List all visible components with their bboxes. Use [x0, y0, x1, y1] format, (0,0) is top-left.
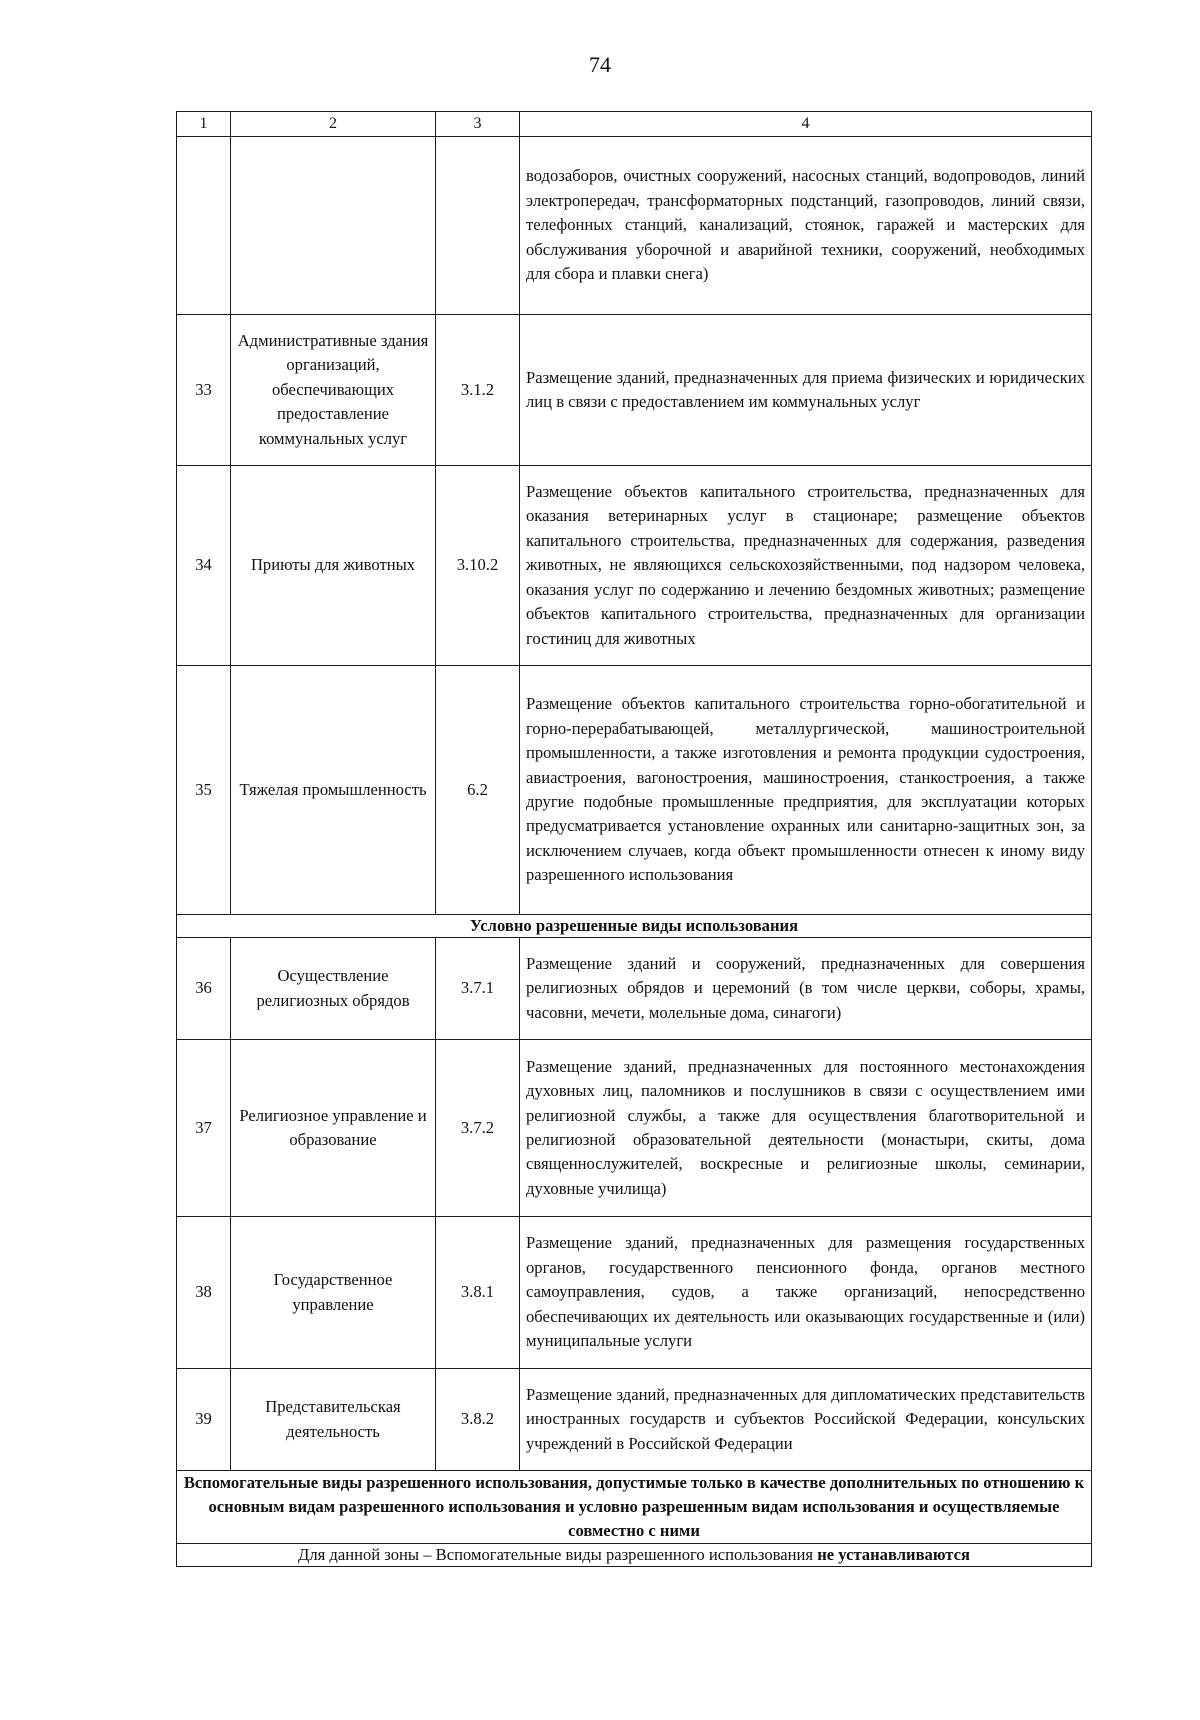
row-number-cell: 38 [177, 1217, 231, 1369]
page-number: 74 [589, 52, 611, 77]
use-name-cell: Административные здания организаций, обеспечивающих предоставление коммунальных услуг [231, 315, 436, 466]
use-name-cell: Представительская деятельность [231, 1369, 436, 1471]
row-number-cell: 36 [177, 938, 231, 1040]
table-header-row [177, 112, 1092, 137]
auxiliary-note-emphasis: не устанавливаются [817, 1545, 970, 1564]
section-title-conditional: Условно разрешенные виды использования [177, 915, 1092, 938]
code-cell: 6.2 [436, 666, 520, 915]
description-cell: водозаборов, очистных сооружений, насосных станций, водопроводов, линий электропередач, трансформаторных подстанций, газопроводов, линий связи, телефонных станций, канализаций, стоянок, гаражей и мастерских для обслуживания уборочной и аварийной техники, сооружений, необходимых для сбора и плавки снега) [520, 137, 1092, 315]
use-name-cell: Приюты для животных [231, 466, 436, 666]
description-cell: Размещение объектов капитального строительства горно-обогатительной и горно-перерабатывающей, металлургической, машиностроительной промышленности, а также изготовления и ремонта продукции судостроения, авиастроения, вагоностроения, машиностроения, станкостроения, а также другие подобные промышленные предприятия, для эксплуатации которых предусматривается установление охранных или санитарно-защитных зон, за исключением случаев, когда объект промышленности отнесен к иному виду разрешенного использования [520, 666, 1092, 915]
table-row [177, 137, 1092, 315]
row-number-cell: 33 [177, 315, 231, 466]
table-row [177, 466, 1092, 666]
row-number-cell: 37 [177, 1040, 231, 1217]
code-cell [436, 137, 520, 315]
use-name-cell: Тяжелая промышленность [231, 666, 436, 915]
code-cell: 3.8.1 [436, 1217, 520, 1369]
description-cell: Размещение зданий и сооружений, предназначенных для совершения религиозных обрядов и церемоний (в том числе церкви, соборы, храмы, часовни, мечети, молельные дома, синагоги) [520, 938, 1092, 1040]
row-number-cell: 34 [177, 466, 231, 666]
code-cell: 3.7.2 [436, 1040, 520, 1217]
description-cell: Размещение зданий, предназначенных для постоянного местонахождения духовных лиц, паломников и послушников в связи с осуществлением ими религиозной службы, а также для осуществления благотворительной и религиозной образовательной деятельности (монастыри, скиты, дома священнослужителей, воскресные и религиозные школы, семинарии, духовные училища) [520, 1040, 1092, 1217]
table-row [177, 1217, 1092, 1369]
description-cell: Размещение зданий, предназначенных для дипломатических представительств иностранных государств и субъектов Российской Федерации, консульских учреждений в Российской Федерации [520, 1369, 1092, 1471]
section-header-row [177, 1471, 1092, 1544]
row-number-cell [177, 137, 231, 315]
section-title-auxiliary: Вспомогательные виды разрешенного использования, допустимые только в качестве дополнительных по отношению к основным видам разрешенного использования и условно разрешенным видам использования и осуществляемые совместно с ними [177, 1471, 1092, 1544]
column-header: 4 [520, 112, 1092, 137]
code-cell: 3.8.2 [436, 1369, 520, 1471]
row-number-cell: 35 [177, 666, 231, 915]
column-header: 3 [436, 112, 520, 137]
table-row [177, 666, 1092, 915]
auxiliary-note-text: Для данной зоны – Вспомогательные виды разрешенного использования [298, 1545, 818, 1564]
code-cell: 3.7.1 [436, 938, 520, 1040]
land-use-table [176, 111, 1092, 1567]
section-header-row [177, 915, 1092, 938]
code-cell: 3.1.2 [436, 315, 520, 466]
description-cell: Размещение объектов капитального строительства, предназначенных для оказания ветеринарных услуг в стационаре; размещение объектов капитального строительства, предназначенных для содержания, разведения животных, не являющихся сельскохозяйственными, под надзором человека, оказания услуг по содержанию и лечению бездомных животных; размещение объектов капитального строительства, предназначенных для организации гостиниц для животных [520, 466, 1092, 666]
use-name-cell: Религиозное управление и образование [231, 1040, 436, 1217]
auxiliary-note-cell [177, 1544, 1092, 1567]
description-cell: Размещение зданий, предназначенных для приема физических и юридических лиц в связи с предоставлением им коммунальных услуг [520, 315, 1092, 466]
description-cell: Размещение зданий, предназначенных для размещения государственных органов, государственного пенсионного фонда, органов местного самоуправления, судов, а также организаций, непосредственно обеспечивающих их деятельность или оказывающих государственные и (или) муниципальные услуги [520, 1217, 1092, 1369]
auxiliary-note-row [177, 1544, 1092, 1567]
column-header: 1 [177, 112, 231, 137]
use-name-cell: Государственное управление [231, 1217, 436, 1369]
use-name-cell [231, 137, 436, 315]
code-cell: 3.10.2 [436, 466, 520, 666]
table-row [177, 938, 1092, 1040]
row-number-cell: 39 [177, 1369, 231, 1471]
use-name-cell: Осуществление религиозных обрядов [231, 938, 436, 1040]
table-row [177, 315, 1092, 466]
table-row [177, 1040, 1092, 1217]
table-row [177, 1369, 1092, 1471]
column-header: 2 [231, 112, 436, 137]
